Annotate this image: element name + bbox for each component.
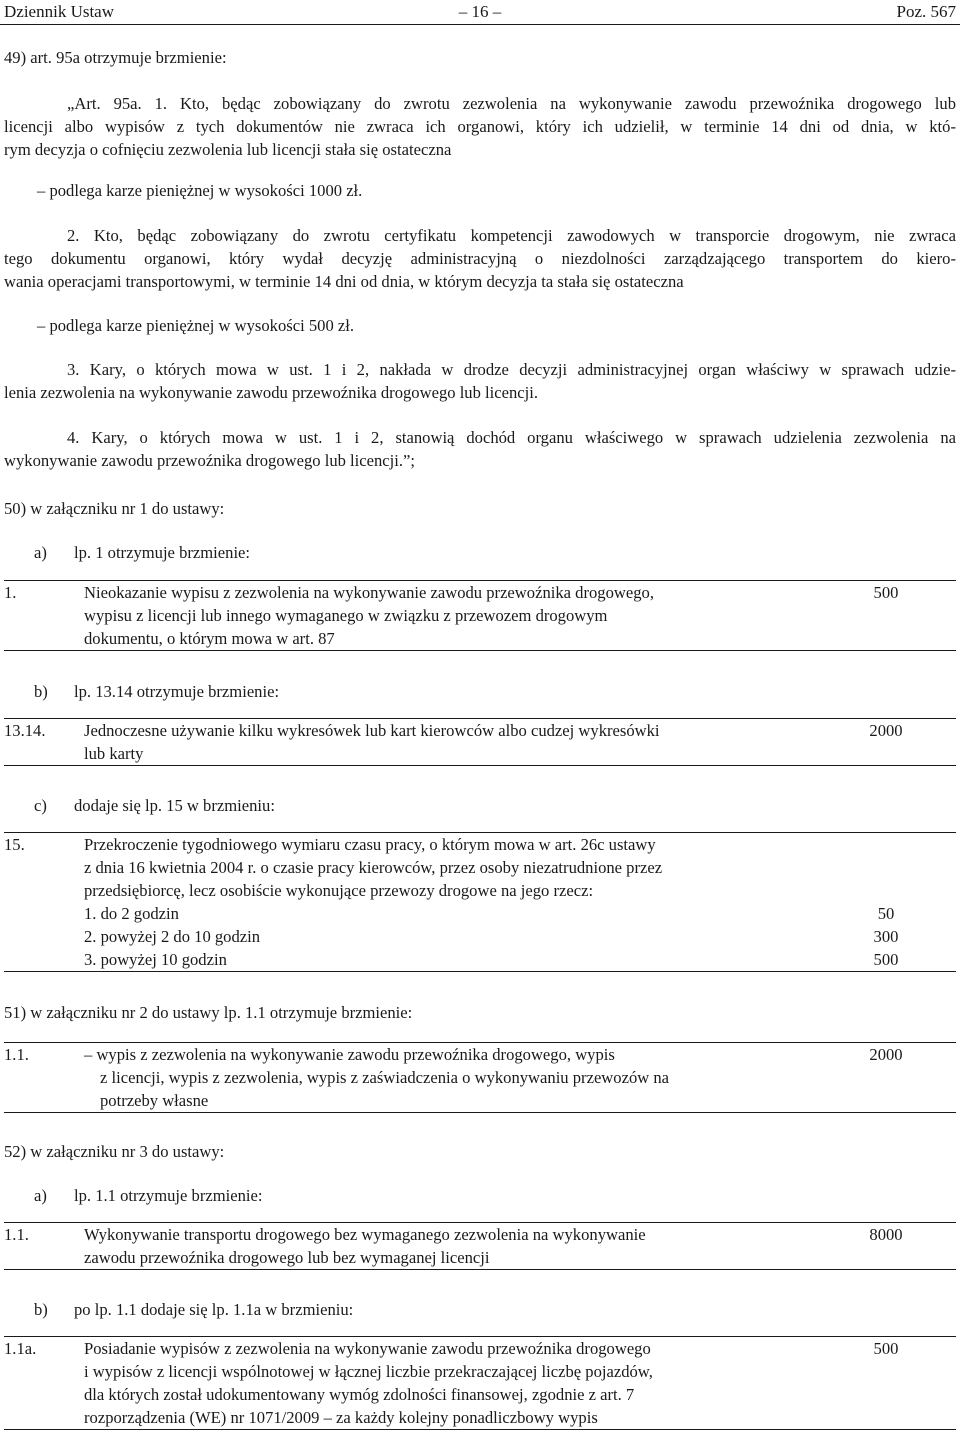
text-line: – wypis z zezwolenia na wykonywanie zawodu przewoźnika drogowego, wypis	[84, 1045, 615, 1064]
desc-cell	[84, 1043, 816, 1113]
amount-cell: 2000	[869, 1045, 903, 1064]
desc-cell	[84, 833, 816, 972]
text-line: tego dokumentu organowi, który wydał decyzję administracyjną o niezdolności zarządzającego transportem do kiero-	[4, 249, 956, 268]
table-row	[4, 1337, 956, 1430]
header-rule	[0, 24, 960, 25]
table-annex1-lp1	[4, 580, 956, 651]
sub-b-text: po lp. 1.1 dodaje się lp. 1.1a w brzmieniu:	[74, 1300, 354, 1319]
text-line: Nieokazanie wypisu z zezwolenia na wykonywanie zawodu przewoźnika drogowego,	[84, 583, 654, 602]
amount-value: 50	[877, 904, 895, 923]
sub-a-text: lp. 1 otrzymuje brzmienie:	[74, 543, 251, 562]
amount-cell	[816, 833, 956, 972]
art-95a-para-1	[4, 92, 956, 161]
text-line: z licencji, wypis z zezwolenia, wypis z zaświadczenia o wykonywaniu przewozów na	[100, 1068, 670, 1087]
table-row	[4, 833, 956, 972]
amount-cell: 8000	[869, 1225, 903, 1244]
text-line: wania operacjami transportowymi, w terminie 14 dni od dnia, w którym decyzja ta stała się ostateczna	[4, 272, 684, 291]
amount-value: 500	[873, 950, 899, 969]
sub-c-text: dodaje się lp. 15 w brzmieniu:	[74, 796, 275, 815]
table-annex1-lp15	[4, 832, 956, 972]
sub-b-text: lp. 13.14 otrzymuje brzmienie:	[74, 682, 280, 701]
item-51-intro: 51) w załączniku nr 2 do ustawy lp. 1.1 otrzymuje brzmienie:	[4, 1003, 413, 1022]
text-line: wypisu z licencji lub innego wymaganego w związku z przewozem drogowym	[84, 606, 608, 625]
text-line: potrzeby własne	[100, 1091, 209, 1110]
text-line: dokumentu, o którym mowa w art. 87	[84, 629, 335, 648]
sub-b-label: b)	[34, 1300, 48, 1319]
text-line: licencji albo wypisów z tych dokumentów nie zwraca ich organowi, który ich udzielił, w terminie 14 dni od dnia, w któ-	[4, 117, 956, 136]
item-52-intro: 52) w załączniku nr 3 do ustawy:	[4, 1142, 225, 1161]
lp-cell: 13.14.	[4, 721, 46, 740]
lp-cell: 1.1.	[4, 1225, 29, 1244]
lp-cell: 1.1a.	[4, 1339, 37, 1358]
penalty-1000: – podlega karze pieniężnej w wysokości 1000 zł.	[37, 181, 363, 200]
lp-cell: 1.1.	[4, 1045, 29, 1064]
item-50-intro: 50) w załączniku nr 1 do ustawy:	[4, 499, 225, 518]
text-line: i wypisów z licencji wspólnotowej w łącznej liczbie przekraczającej liczbę pojazdów,	[84, 1362, 653, 1381]
sub-a-text: lp. 1.1 otrzymuje brzmienie:	[74, 1186, 263, 1205]
text-line: dla których został udokumentowany wymóg zdolności finansowej, zgodnie z art. 7	[84, 1385, 635, 1404]
sub-c-label: c)	[34, 796, 47, 815]
art-95a-para-3	[4, 358, 956, 404]
text-line: 4. Kary, o których mowa w ust. 1 i 2, stanowią dochód organu właściwego w sprawach udzielenia zezwolenia na	[67, 428, 956, 447]
sub-a-label: a)	[34, 543, 47, 562]
sub-b-label: b)	[34, 682, 48, 701]
amount-cell: 2000	[869, 721, 903, 740]
text-line: przedsiębiorcę, lecz osobiście wykonujące przewozy drogowe na jego rzecz:	[84, 881, 594, 900]
text-line: „Art. 95a. 1. Kto, będąc zobowiązany do zwrotu zezwolenia na wykonywanie zawodu przewoźnika drogowego lub	[67, 94, 956, 113]
text-line: zawodu przewoźnika drogowego lub bez wymaganej licencji	[84, 1248, 490, 1267]
text-line: lenia zezwolenia na wykonywanie zawodu przewoźnika drogowego lub licencji.	[4, 383, 539, 402]
text-line: Przekroczenie tygodniowego wymiaru czasu pracy, o którym mowa w art. 26c ustawy	[84, 835, 656, 854]
table-annex2-lp11	[4, 1042, 956, 1113]
text-line: z dnia 16 kwietnia 2004 r. o czasie pracy kierowców, przez osoby niezatrudnione przez	[84, 858, 663, 877]
lp-cell: 1.	[4, 583, 17, 602]
text-line: Posiadanie wypisów z zezwolenia na wykonywanie zawodu przewoźnika drogowego	[84, 1339, 651, 1358]
desc-cell	[84, 581, 816, 651]
text-line: wykonywanie zawodu przewoźnika drogowego lub licencji.”;	[4, 451, 416, 470]
table-row	[4, 1043, 956, 1113]
amount-cell: 500	[873, 1339, 899, 1358]
table-row	[4, 719, 956, 766]
position-number: Poz. 567	[896, 2, 956, 21]
text-line: lub karty	[84, 744, 144, 763]
desc-cell	[84, 719, 816, 766]
text-line: Wykonywanie transportu drogowego bez wymaganego zezwolenia na wykonywanie	[84, 1225, 646, 1244]
text-line: Jednoczesne używanie kilku wykresówek lub kart kierowców albo cudzej wykresówki	[84, 721, 660, 740]
art-95a-para-2	[4, 224, 956, 293]
amount-cell: 500	[873, 583, 899, 602]
penalty-500: – podlega karze pieniężnej w wysokości 500 zł.	[37, 316, 355, 335]
text-line: 3. powyżej 10 godzin	[84, 950, 227, 969]
table-row	[4, 1223, 956, 1270]
item-49-intro: 49) art. 95a otrzymuje brzmienie:	[4, 48, 227, 67]
text-line: rozporządzenia (WE) nr 1071/2009 – za każdy kolejny ponadliczbowy wypis	[84, 1408, 598, 1427]
desc-cell	[84, 1337, 816, 1430]
table-annex3-lp11	[4, 1222, 956, 1270]
table-row	[4, 581, 956, 651]
sub-a-label: a)	[34, 1186, 47, 1205]
text-line: 3. Kary, o których mowa w ust. 1 i 2, nakłada w drodze decyzji administracyjnej organ właściwy w sprawach udzie-	[67, 360, 956, 379]
table-annex3-lp11a	[4, 1336, 956, 1430]
journal-title: Dziennik Ustaw	[4, 2, 115, 21]
amount-value: 300	[873, 927, 899, 946]
lp-cell: 15.	[4, 835, 25, 854]
text-line: 2. Kto, będąc zobowiązany do zwrotu certyfikatu kompetencji zawodowych w transporcie drogowym, nie zwraca	[67, 226, 956, 245]
desc-cell	[84, 1223, 816, 1270]
page-number: – 16 –	[458, 2, 502, 21]
text-line: 1. do 2 godzin	[84, 904, 179, 923]
text-line: 2. powyżej 2 do 10 godzin	[84, 927, 261, 946]
art-95a-para-4	[4, 426, 956, 472]
text-line: rym decyzja o cofnięciu zezwolenia lub licencji stała się ostateczna	[4, 140, 452, 159]
table-annex1-lp1314	[4, 718, 956, 766]
